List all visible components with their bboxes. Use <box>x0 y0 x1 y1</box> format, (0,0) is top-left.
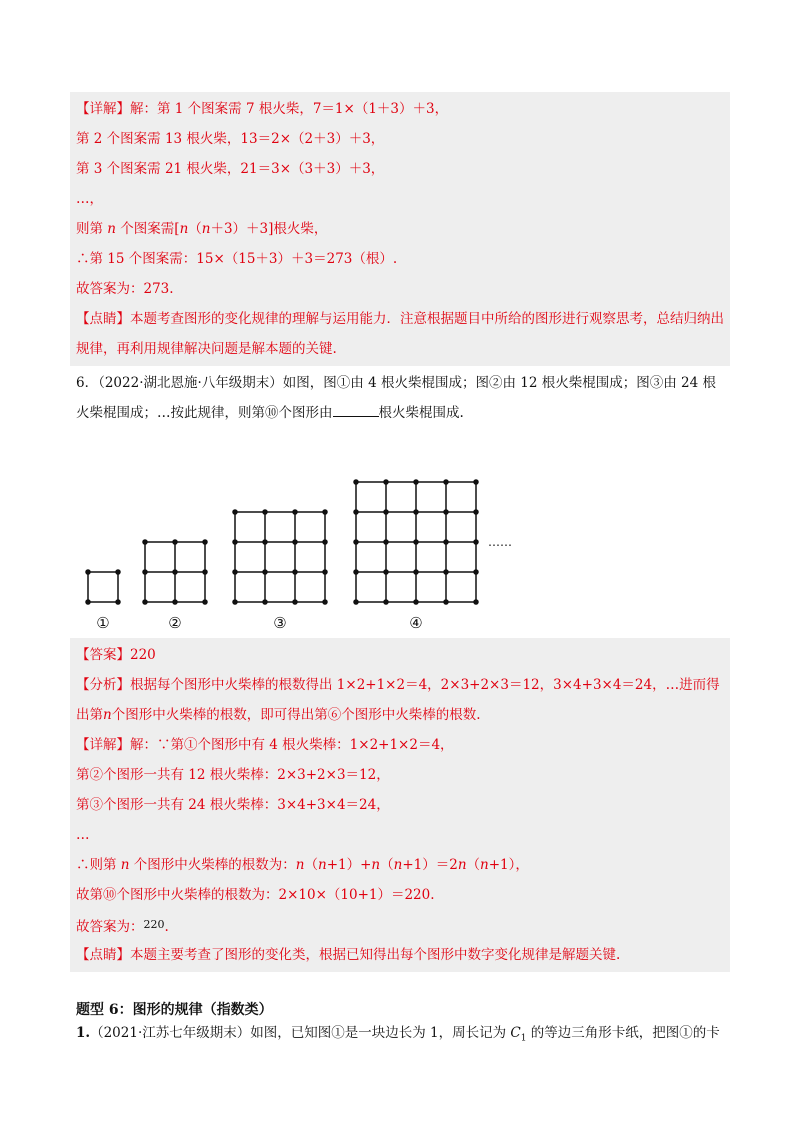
detail-line-4: …， <box>76 191 103 207</box>
detail-line-3: 第③个图形一共有 24 根火柴棒：3×4+3×4＝24， <box>76 797 390 813</box>
analysis-text-end: 个图形中火柴棒的根数，即可得出第⑥个图形中火柴棒的根数. <box>111 707 481 723</box>
answer-tag: 【答案】 <box>76 647 130 663</box>
answer-line <box>76 640 724 670</box>
detail-tag: 【详解】 <box>76 737 130 753</box>
grid-node <box>143 600 147 604</box>
subscript: 1 <box>520 1033 527 1044</box>
text: （ <box>304 857 318 873</box>
figure-label-3: ③ <box>273 614 287 632</box>
solution-block-2 <box>70 638 730 972</box>
grid-node <box>414 510 418 514</box>
page <box>70 92 730 1050</box>
var-n: n <box>318 857 327 873</box>
section-heading: 题型 6：图形的规律（指数类） <box>76 1002 273 1018</box>
grid-node <box>444 570 448 574</box>
grid-node <box>444 600 448 604</box>
grid-node <box>444 480 448 484</box>
comment-text: 本题主要考查了图形的变化类，根据已知得出每个图形中数字变化规律是解题关键. <box>130 947 621 963</box>
detail-text: 解：第 1 个图案需 7 根火柴，7＝1×（1＋3）＋3， <box>130 101 449 117</box>
text: . <box>164 919 169 935</box>
grid-node <box>354 600 358 604</box>
detail-line-6: 故第⑩个图形中火柴棒的根数为：2×10×（10+1）＝220. <box>76 887 435 903</box>
comment-line <box>76 940 724 970</box>
var-n: n <box>107 221 116 237</box>
comment-tag: 【点睛】 <box>76 947 130 963</box>
text: ∴则第 <box>76 857 121 873</box>
grid-node <box>293 540 297 544</box>
detail-tag: 【详解】 <box>76 101 130 117</box>
grid-node <box>414 600 418 604</box>
grid-node <box>414 480 418 484</box>
grid-node <box>143 570 147 574</box>
question-text-end: 的等边三角形卡纸，把图①的卡 <box>526 1025 720 1041</box>
grid-node <box>86 570 90 574</box>
grid-node <box>233 510 237 514</box>
solution-block-1 <box>70 92 730 366</box>
analysis-line <box>76 670 724 730</box>
grid-node <box>143 540 147 544</box>
detail-line-7 <box>76 910 724 940</box>
grid-node <box>233 600 237 604</box>
figure-label-4: ④ <box>409 614 423 632</box>
text: 个图形中火柴棒的根数为： <box>129 857 296 873</box>
detail-line-4: … <box>76 827 90 843</box>
detail-line-2: 第 2 个图案需 13 根火柴，13＝2×（2＋3）＋3， <box>76 131 385 147</box>
grid-node <box>173 570 177 574</box>
grid-node <box>203 540 207 544</box>
grid-node <box>173 540 177 544</box>
grid-node <box>444 510 448 514</box>
detail-line-7: 故答案为：273. <box>76 281 174 297</box>
grid-node <box>323 510 327 514</box>
grid-node <box>203 600 207 604</box>
var-n: n <box>393 857 403 873</box>
detail-line-3: 第 3 个图案需 21 根火柴，21＝3×（3＋3）＋3， <box>76 161 385 177</box>
grid-node <box>384 480 388 484</box>
grid-node <box>323 540 327 544</box>
detail-line-6: ∴第 15 个图案需：15×（15＋3）＋3＝273（根）. <box>76 251 398 267</box>
text: 故答案为： <box>76 919 144 935</box>
var-c: C <box>510 1025 521 1041</box>
detail-line-1 <box>76 94 724 124</box>
grid-node <box>263 540 267 544</box>
text: （ <box>188 221 202 237</box>
grid-node <box>354 480 358 484</box>
text: +1）＝2 <box>402 857 458 873</box>
detail-line-1 <box>76 730 724 760</box>
grid-node <box>474 510 478 514</box>
detail-line-5 <box>76 850 724 880</box>
var-n: n <box>201 221 211 237</box>
answer-blank <box>333 402 379 417</box>
text: +1）， <box>488 857 529 873</box>
question-text: （2021·江苏七年级期末）如图，已知图①是一块边长为 1，周长记为 <box>90 1025 511 1041</box>
grid-node <box>323 600 327 604</box>
grid-node <box>384 540 388 544</box>
figure-label-2: ② <box>168 614 182 632</box>
var-n: n <box>179 221 189 237</box>
var-n: n <box>295 857 305 873</box>
figure-label-1: ① <box>96 614 110 632</box>
grid-node <box>263 570 267 574</box>
var-n: n <box>480 857 489 873</box>
comment-line <box>76 304 724 364</box>
text: ＋3）＋3]根火柴， <box>210 221 328 237</box>
grid-node <box>414 540 418 544</box>
text: （ <box>466 857 481 873</box>
comment-tag: 【点睛】 <box>76 311 130 327</box>
analysis-text: 根据每个图形中火柴棒的根数得出 1×2+1×2＝4，2×3+2×3＝12，3×4+3×4＝24，…进而得出第 <box>76 677 720 723</box>
ellipsis: …… <box>488 535 512 549</box>
text: +1）+ <box>326 857 372 873</box>
question-number: 1. <box>76 1025 91 1041</box>
var-n: n <box>457 857 467 873</box>
grid-node <box>86 600 90 604</box>
grid-node <box>354 510 358 514</box>
matchstick-grids <box>70 430 730 638</box>
comment-text: 本题考查图形的变化规律的理解与运用能力．注意根据题目中所给的图形进行观察思考，总结归纳出规律，再利用规律解决问题是解本题的关键. <box>76 311 724 357</box>
grid-node <box>354 540 358 544</box>
grid-node <box>263 510 267 514</box>
question-6 <box>70 366 730 430</box>
detail-text: 解：∵第①个图形中有 4 根火柴棒：1×2+1×2＝4， <box>130 737 454 753</box>
grid-node <box>293 600 297 604</box>
detail-line-2: 第②个图形一共有 12 根火柴棒：2×3+2×3＝12， <box>76 767 390 783</box>
analysis-tag: 【分析】 <box>76 677 130 693</box>
question-text: 6．（2022·湖北恩施·八年级期末）如图，图①由 4 根火柴棍围成；图②由 12 根火柴棍围成；图③由 24 根火柴棍围成；…按此规律，则第⑩个图形由 <box>76 375 716 421</box>
text: 则第 <box>76 221 108 237</box>
var-n: n <box>120 857 130 873</box>
grid-node <box>384 570 388 574</box>
grid-node <box>474 600 478 604</box>
grid-node <box>414 570 418 574</box>
grid-node <box>233 570 237 574</box>
answer-value: 220 <box>130 647 156 663</box>
final-answer: 220 <box>143 918 165 931</box>
grid-node <box>116 600 120 604</box>
text: （ <box>380 857 394 873</box>
grid-node <box>173 600 177 604</box>
question-text-end: 根火柴棍围成. <box>378 405 464 421</box>
text: 个图案需[ <box>116 221 180 237</box>
grid-node <box>293 510 297 514</box>
matchstick-figure <box>70 430 730 638</box>
grid-node <box>233 540 237 544</box>
detail-line-5 <box>76 214 724 244</box>
grid-node <box>474 540 478 544</box>
grid-node <box>474 570 478 574</box>
grid-node <box>263 600 267 604</box>
grid-node <box>116 570 120 574</box>
var-n: n <box>371 857 381 873</box>
question-1 <box>70 1022 730 1050</box>
var-n: n <box>103 707 112 723</box>
grid-node <box>293 570 297 574</box>
grid-node <box>323 570 327 574</box>
grid-node <box>354 570 358 574</box>
grid-node <box>444 540 448 544</box>
grid-node <box>474 480 478 484</box>
grid-node <box>384 510 388 514</box>
grid-node <box>384 600 388 604</box>
grid-node <box>203 570 207 574</box>
